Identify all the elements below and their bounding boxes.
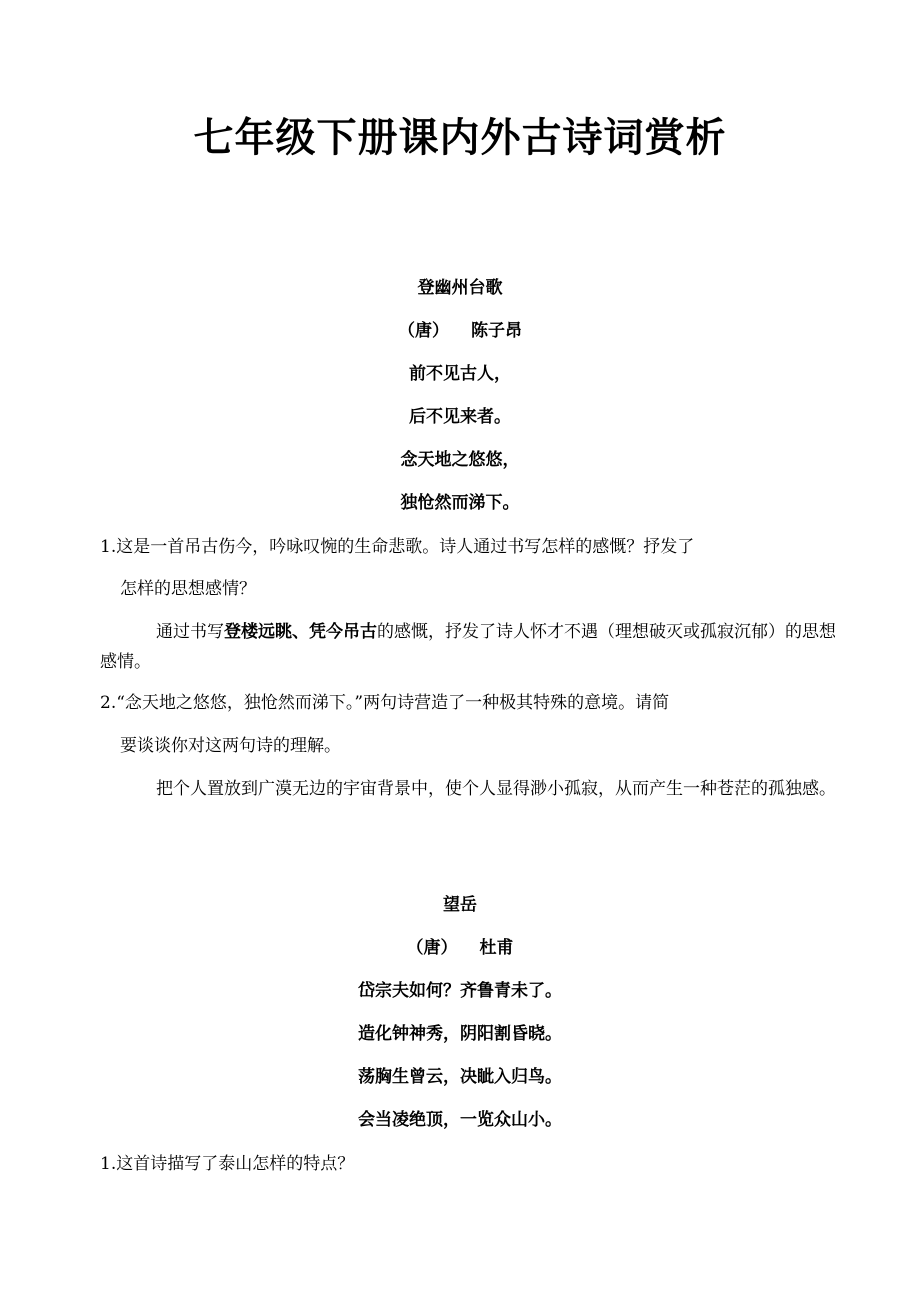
poem2-line-3: 荡胸生曾云，决眦入归鸟。: [358, 1067, 562, 1087]
poem1-answer-1-post: 的感慨，抒发了诗人怀才不遇（理想破灭或孤寂沉郁）的思想感情。: [100, 622, 836, 672]
poem2-dynasty: （唐）: [406, 938, 458, 958]
poem1-author: 陈子昂: [471, 321, 522, 341]
poem2-byline: [0, 936, 920, 960]
poem1-answer-1-pre: 通过书写: [156, 622, 224, 642]
poem1-title: 登幽州台歌: [417, 278, 503, 298]
poem1-line-3: 念天地之悠悠，: [400, 450, 520, 470]
poem1-answer-1-emphasis: 登楼远眺、凭今吊古: [224, 622, 377, 642]
poem2-line-1: 岱宗夫如何？齐鲁青未了。: [358, 981, 562, 1001]
poem1-byline: [0, 319, 920, 343]
poem2-question-1: 1.这首诗描写了泰山怎样的特点？: [100, 1154, 355, 1174]
poem1-answer-1: [100, 617, 840, 677]
document-title: 七年级下册课内外古诗词赏析: [193, 115, 727, 161]
poem2-title: 望岳: [443, 895, 477, 915]
poem1-question-1: 1.这是一首吊古伤今，吟咏叹惋的生命悲歌。诗人通过书写怎样的感慨？抒发了: [100, 537, 695, 557]
poem2-line-4: 会当凌绝顶，一览众山小。: [358, 1110, 562, 1130]
poem1-line-2: 后不见来者。: [409, 407, 511, 427]
poem2-line-2: 造化钟神秀，阴阳割昏晓。: [358, 1024, 562, 1044]
poem1-dynasty: （唐）: [398, 321, 449, 341]
poem2-author: 杜甫: [479, 938, 514, 958]
poem1-line-4: 独怆然而涕下。: [400, 493, 520, 513]
poem1-question-2-cont: 要谈谈你对这两句诗的理解。: [120, 736, 341, 756]
poem1-question-1-cont: 怎样的思想感情？: [120, 579, 256, 599]
poem1-question-2: 2.“念天地之悠悠，独怆然而涕下。”两句诗营造了一种极其特殊的意境。请简: [100, 693, 670, 713]
poem1-answer-2: 把个人置放到广漠无边的宇宙背景中，使个人显得渺小孤寂，从而产生一种苍茫的孤独感。: [156, 779, 836, 799]
poem1-line-1: 前不见古人，: [409, 364, 511, 384]
